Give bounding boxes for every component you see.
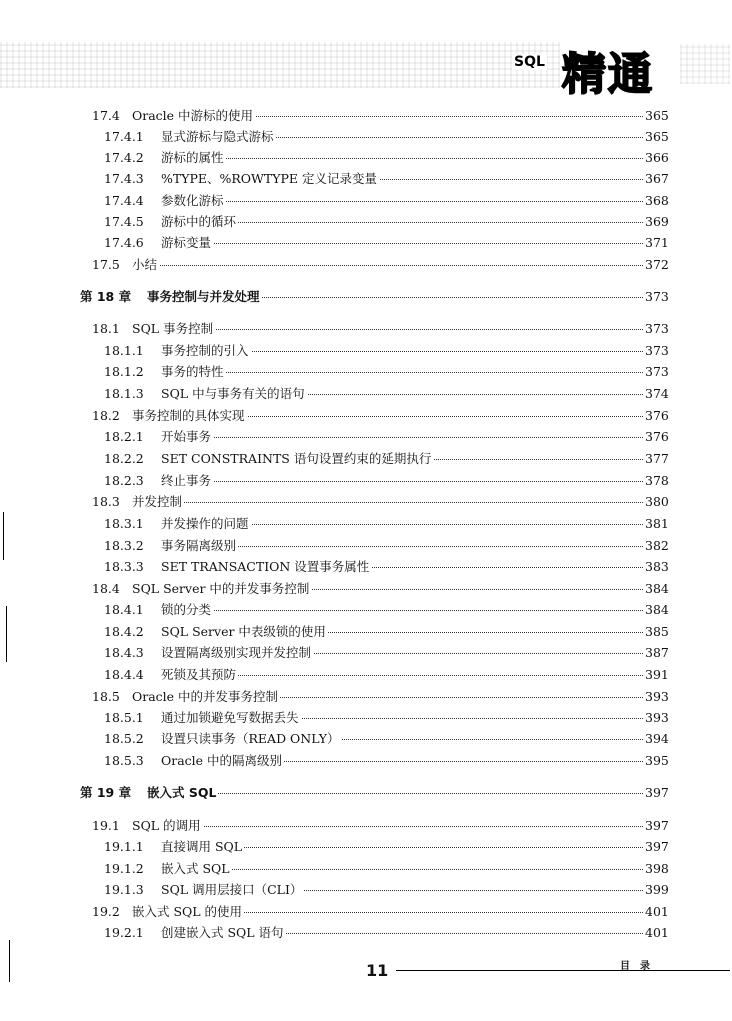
toc-leader-dots xyxy=(169,222,643,223)
toc-entry-row xyxy=(0,190,732,211)
toc-entry-row xyxy=(0,254,732,275)
footer-rule xyxy=(396,970,730,971)
toc-entry-title: 设置只读事务（READ ONLY） xyxy=(161,728,342,749)
toc-entry-title: 小结 xyxy=(132,254,159,275)
toc-leader-dots xyxy=(169,481,643,482)
toc-entry-title: 事务控制的具体实现 xyxy=(132,405,247,426)
toc-entry-row xyxy=(0,556,732,577)
toc-entry-number: 18.1.2 xyxy=(104,364,144,379)
toc-entry-number: 18.3.2 xyxy=(104,538,144,553)
toc-entry-number: 17.4.4 xyxy=(104,193,144,208)
toc-entry-number: 19.1.1 xyxy=(104,839,144,854)
toc-entry-number: 18.5 xyxy=(92,689,120,704)
toc-entry-title: 游标变量 xyxy=(161,232,213,253)
toc-entry-title: 锁的分类 xyxy=(161,599,213,620)
toc-entry-number: 18.2.3 xyxy=(104,473,144,488)
toc-entry-row xyxy=(0,858,732,879)
toc-leader-dots xyxy=(140,826,643,827)
toc-entry-number: 19.2.1 xyxy=(104,925,144,940)
toc-entry-title: 通过加锁避免写数据丢失 xyxy=(161,707,301,728)
toc-entry-title: 事务的特性 xyxy=(161,361,226,382)
toc-leader-dots xyxy=(140,265,643,266)
toc-entry-number: 19.2 xyxy=(92,904,120,919)
toc-entry-number: 17.4.2 xyxy=(104,150,144,165)
toc-entry-page: 367 xyxy=(643,168,675,189)
page-header xyxy=(0,30,732,100)
toc-entry-number: 19.1.2 xyxy=(104,861,144,876)
toc-entry-title: SQL 调用层接口（CLI） xyxy=(161,879,304,900)
toc-entry-number: 19.1.3 xyxy=(104,882,144,897)
toc-entry-number: 18.2.2 xyxy=(104,451,144,466)
toc-entry-title: 嵌入式 SQL 的使用 xyxy=(132,901,244,922)
header-watermark-pattern-right xyxy=(680,44,730,84)
toc-entry-title: SQL 中与事务有关的语句 xyxy=(161,383,307,404)
toc-entry-row xyxy=(0,578,732,599)
toc-entry-page: 394 xyxy=(643,728,675,749)
toc-entry-page: 376 xyxy=(643,426,675,447)
toc-entry-row xyxy=(0,513,732,534)
toc-leader-dots xyxy=(169,243,643,244)
scan-mark xyxy=(6,606,7,662)
toc-entry-page: 373 xyxy=(643,286,675,307)
toc-entry-page: 381 xyxy=(643,513,675,534)
toc-entry-title: %TYPE、%ROWTYPE 定义记录变量 xyxy=(161,168,379,189)
toc-entry-number: 18.3 xyxy=(92,494,120,509)
toc-entry-title: 并发操作的问题 xyxy=(161,513,251,534)
toc-entry-page: 397 xyxy=(643,836,675,857)
toc-entry-title: 显式游标与隐式游标 xyxy=(161,126,276,147)
toc-entry-title: 终止事务 xyxy=(161,470,213,491)
toc-entry-number: 18.4.4 xyxy=(104,667,144,682)
toc-entry-title: SQL Server 中表级锁的使用 xyxy=(161,621,328,642)
toc-entry-number: 17.4.6 xyxy=(104,235,144,250)
toc-leader-dots xyxy=(169,610,643,611)
header-watermark-pattern xyxy=(0,42,560,88)
toc-entry-number: 第 19 章 xyxy=(80,785,132,800)
toc-entry-page: 382 xyxy=(643,535,675,556)
toc-entry-title: SQL 的调用 xyxy=(132,815,203,836)
toc-entry-title: SQL Server 中的并发事务控制 xyxy=(132,578,311,599)
toc-entry-title: 直接调用 SQL xyxy=(161,836,244,857)
toc-entry-page: 393 xyxy=(643,686,675,707)
toc-entry-row xyxy=(0,405,732,426)
toc-entry-row xyxy=(0,922,732,943)
toc-entry-page: 373 xyxy=(643,340,675,361)
toc-entry-row xyxy=(0,879,732,900)
toc-entry-title: 嵌入式 SQL xyxy=(147,782,218,803)
toc-entry-page: 393 xyxy=(643,707,675,728)
toc-entry-number: 19.1 xyxy=(92,818,120,833)
toc-entry-title: 游标的属性 xyxy=(161,147,226,168)
toc-entry-number: 17.4 xyxy=(92,108,120,123)
toc-entry-row xyxy=(0,470,732,491)
toc-entry-number: 18.1.1 xyxy=(104,343,144,358)
toc-entry-number: 17.4.5 xyxy=(104,214,144,229)
toc-entry-page: 374 xyxy=(643,383,675,404)
scan-mark xyxy=(3,512,4,560)
toc-entry-row xyxy=(0,728,732,749)
toc-entry-page: 373 xyxy=(643,361,675,382)
toc-entry-row xyxy=(0,232,732,253)
toc-entry-number: 18.1 xyxy=(92,321,120,336)
toc-leader-dots xyxy=(169,158,643,159)
toc-entry-page: 378 xyxy=(643,470,675,491)
toc-leader-dots xyxy=(169,201,643,202)
toc-entry-title: Oracle 中的隔离级别 xyxy=(161,750,284,771)
header-title: 精通 xyxy=(562,49,654,100)
toc-entry-number: 18.2 xyxy=(92,408,120,423)
toc-entry-row xyxy=(0,147,732,168)
page-number: 11 xyxy=(366,961,389,980)
toc-entry-page: 398 xyxy=(643,858,675,879)
toc-entry-title: 并发控制 xyxy=(132,491,184,512)
toc-entry-number: 18.5.3 xyxy=(104,753,144,768)
toc-leader-dots xyxy=(169,675,643,676)
toc-entry-row xyxy=(0,836,732,857)
toc-leader-dots xyxy=(140,329,643,330)
toc-entry-row xyxy=(0,211,732,232)
toc-entry-row xyxy=(0,599,732,620)
toc-entry-title: Oracle 中游标的使用 xyxy=(132,105,255,126)
toc-entry-row xyxy=(0,318,732,339)
toc-entry-row xyxy=(0,686,732,707)
toc-entry-number: 18.4.1 xyxy=(104,602,144,617)
toc-entry-row xyxy=(0,815,732,836)
toc-entry-page: 366 xyxy=(643,147,675,168)
toc-entry-page: 384 xyxy=(643,599,675,620)
toc-entry-page: 368 xyxy=(643,190,675,211)
toc-entry-row xyxy=(0,126,732,147)
toc-entry-row xyxy=(0,448,732,469)
toc-chapter-row xyxy=(0,782,732,803)
toc-leader-dots xyxy=(140,502,643,503)
toc-entry-page: 391 xyxy=(643,664,675,685)
toc-leader-dots xyxy=(169,546,643,547)
toc-entry-title: SQL 事务控制 xyxy=(132,318,215,339)
toc-entry-number: 18.1.3 xyxy=(104,386,144,401)
toc-entry-number: 17.4.1 xyxy=(104,129,144,144)
toc-entry-page: 401 xyxy=(643,922,675,943)
toc-entry-number: 17.5 xyxy=(92,257,120,272)
toc-entry-page: 401 xyxy=(643,901,675,922)
toc-entry-row xyxy=(0,707,732,728)
toc-leader-dots xyxy=(155,793,643,794)
toc-entry-page: 399 xyxy=(643,879,675,900)
toc-entry-title: 事务隔离级别 xyxy=(161,535,238,556)
toc-entry-number: 18.3.3 xyxy=(104,559,144,574)
footer-section-label: 目录 xyxy=(620,961,660,972)
toc-entry-title: SET CONSTRAINTS 语句设置约束的延期执行 xyxy=(161,448,433,469)
toc-leader-dots xyxy=(169,437,643,438)
toc-leader-dots xyxy=(169,372,643,373)
toc-entry-title: 开始事务 xyxy=(161,426,213,447)
toc-entry-number: 18.4 xyxy=(92,581,120,596)
toc-entry-page: 365 xyxy=(643,105,675,126)
toc-entry-row xyxy=(0,664,732,685)
toc-entry-row xyxy=(0,168,732,189)
toc-entry-page: 376 xyxy=(643,405,675,426)
toc-entry-title: 参数化游标 xyxy=(161,190,226,211)
toc-entry-number: 18.3.1 xyxy=(104,516,144,531)
toc-entry-title: 设置隔离级别实现并发控制 xyxy=(161,642,313,663)
toc-entry-page: 395 xyxy=(643,750,675,771)
toc-entry-number: 18.2.1 xyxy=(104,429,144,444)
toc-entry-page: 385 xyxy=(643,621,675,642)
toc-entry-title: 游标中的循环 xyxy=(161,211,238,232)
toc-entry-row xyxy=(0,491,732,512)
toc-entry-title: 嵌入式 SQL xyxy=(161,858,232,879)
toc-entry-row xyxy=(0,621,732,642)
toc-entry-number: 18.4.3 xyxy=(104,645,144,660)
toc-entry-page: 380 xyxy=(643,491,675,512)
toc-entry-page: 373 xyxy=(643,318,675,339)
toc-entry-page: 383 xyxy=(643,556,675,577)
toc-entry-number: 第 18 章 xyxy=(80,289,132,304)
toc-entry-row xyxy=(0,105,732,126)
toc-entry-title: Oracle 中的并发事务控制 xyxy=(132,686,280,707)
toc-chapter-row xyxy=(0,286,732,307)
toc-entry-page: 365 xyxy=(643,126,675,147)
toc-entry-title: 事务控制与并发处理 xyxy=(147,286,262,307)
toc-entry-title: 死锁及其预防 xyxy=(161,664,238,685)
toc-entry-page: 369 xyxy=(643,211,675,232)
toc-entry-page: 371 xyxy=(643,232,675,253)
toc-entry-row xyxy=(0,901,732,922)
toc-entry-number: 17.4.3 xyxy=(104,171,144,186)
toc-entry-page: 397 xyxy=(643,782,675,803)
toc-entry-row xyxy=(0,535,732,556)
toc-entry-page: 397 xyxy=(643,815,675,836)
toc-entry-row xyxy=(0,383,732,404)
toc-entry-number: 18.4.2 xyxy=(104,624,144,639)
toc-entry-page: 387 xyxy=(643,642,675,663)
toc-entry-row xyxy=(0,642,732,663)
toc-entry-number: 18.5.1 xyxy=(104,710,144,725)
toc-entry-row xyxy=(0,340,732,361)
toc-entry-title: 创建嵌入式 SQL 语句 xyxy=(161,922,286,943)
header-sql-badge: SQL xyxy=(514,54,545,70)
toc-entry-title: 事务控制的引入 xyxy=(161,340,251,361)
toc-entry-title: SET TRANSACTION 设置事务属性 xyxy=(161,556,371,577)
toc-entry-number: 18.5.2 xyxy=(104,731,144,746)
toc-entry-page: 377 xyxy=(643,448,675,469)
toc-leader-dots xyxy=(169,869,643,870)
scan-mark xyxy=(9,940,10,982)
toc-entry-page: 372 xyxy=(643,254,675,275)
toc-entry-page: 384 xyxy=(643,578,675,599)
toc-entry-row xyxy=(0,426,732,447)
toc-entry-row xyxy=(0,361,732,382)
toc-entry-row xyxy=(0,750,732,771)
